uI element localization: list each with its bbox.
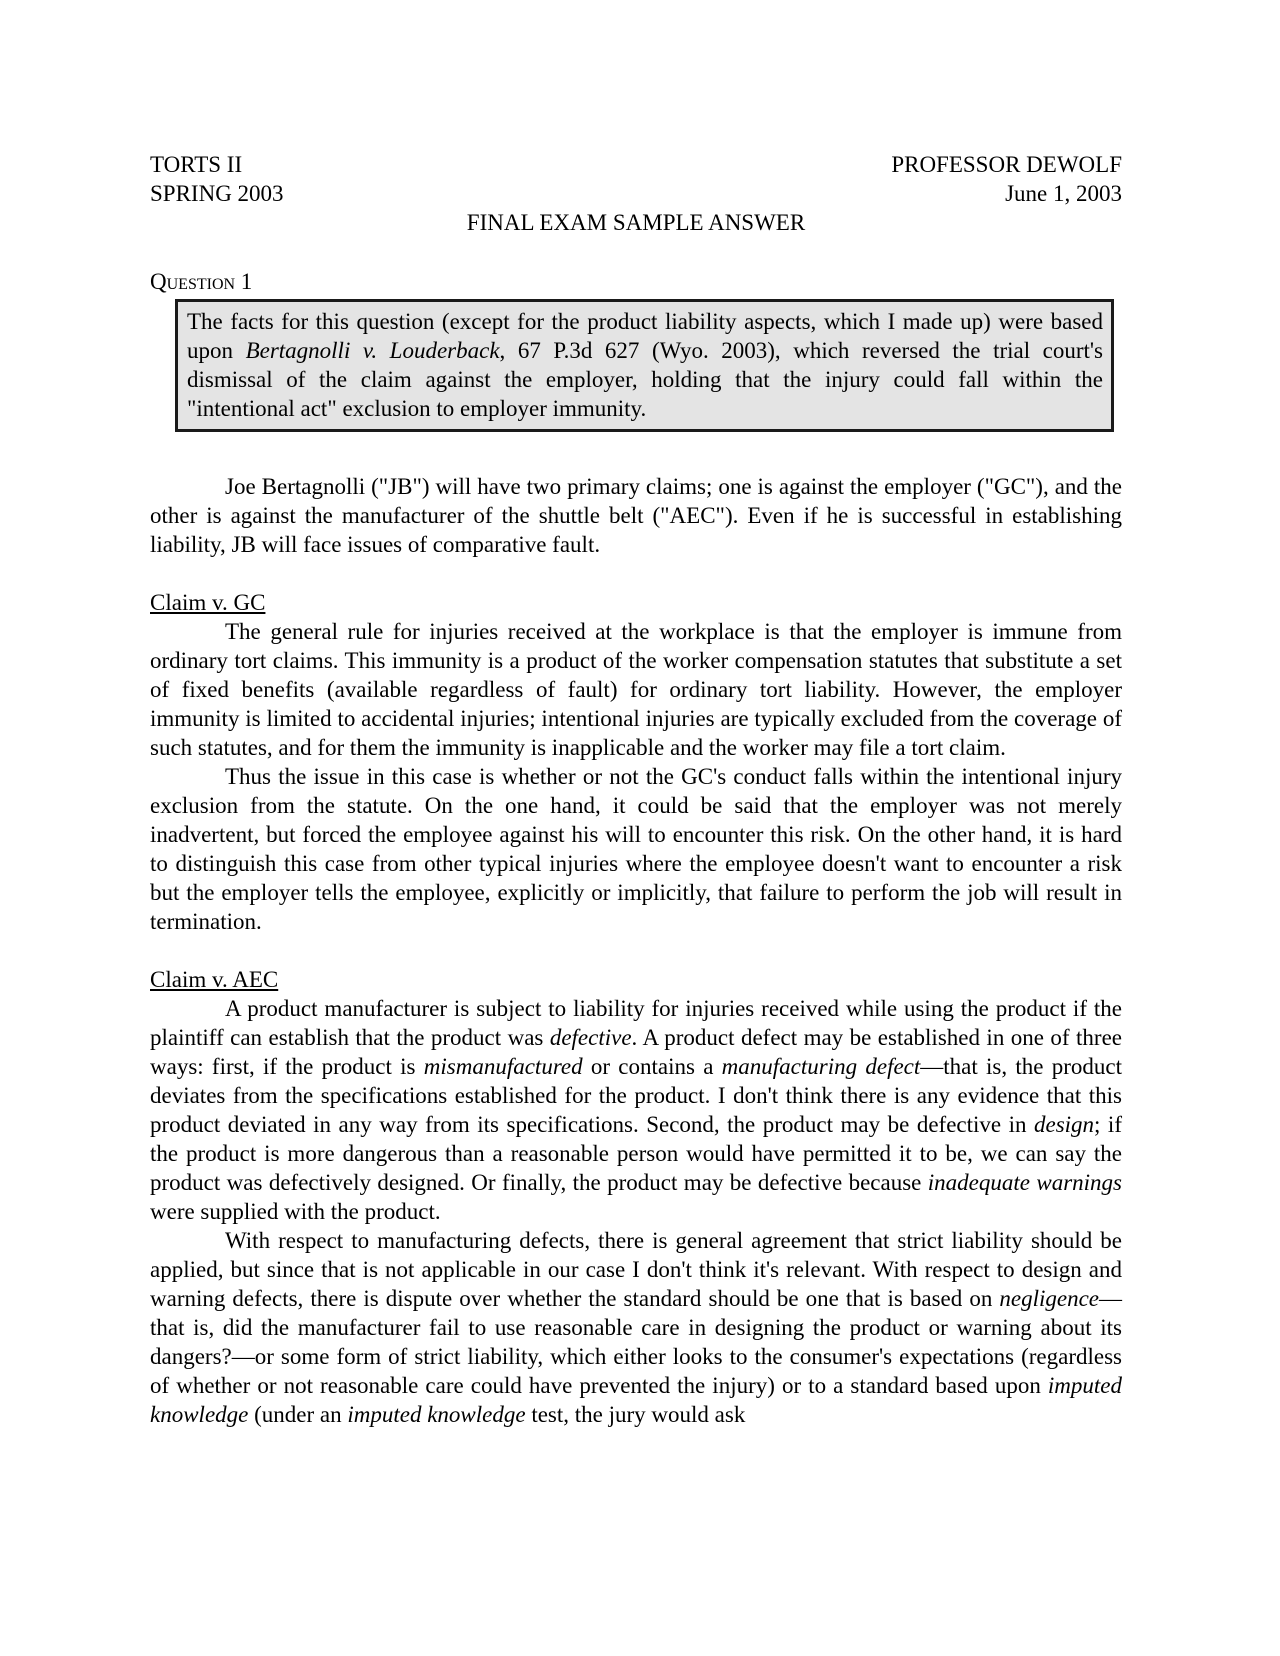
term: SPRING 2003 (150, 181, 284, 206)
emphasis-imputed-knowledge: imputed knowledge (150, 1373, 1122, 1427)
section-heading-gc: Claim v. GC (150, 590, 266, 615)
emphasis-design: design (1033, 1112, 1095, 1137)
box-text-1: The facts for this question (except for the product liability aspects, which I made up) were based upon (187, 309, 1103, 363)
text-run: or contains a (582, 1054, 722, 1079)
aec-paragraph-1 (150, 994, 1122, 1226)
section-heading-aec: Claim v. AEC (150, 967, 279, 992)
text-run: A product manufacturer is subject to liability for injuries received while using the product if the plaintiff can establish that the product was (150, 996, 1122, 1050)
question-label: Question 1 (150, 269, 253, 294)
professor-name: PROFESSOR DEWOLF (891, 152, 1122, 177)
box-text-2: , 67 P.3d 627 (Wyo. 2003), which reversed the trial court's dismissal of the claim against the employer, holding that the injury could fall within the "intentional act" exclusion to employer immunity. (187, 338, 1104, 421)
emphasis-defective: defective (549, 1025, 632, 1050)
header-row-2 (150, 179, 1122, 208)
gc-paragraph-2: Thus the issue in this case is whether or not the GC's conduct falls within the intentional injury exclusion from the statute. On the one hand, it could be said that the employer was not merely inadvertent, but forced the employee against his will to encounter this risk. On the other hand, it is hard to distinguish this case from other typical injuries where the employee doesn't want to encounter a risk but the employer tells the employee, explicitly or implicitly, that failure to perform the job will result in termination. (150, 764, 1122, 934)
course-name: TORTS II (150, 152, 243, 177)
emphasis-negligence: negligence (999, 1286, 1099, 1311)
intro-paragraph: Joe Bertagnolli ("JB") will have two primary claims; one is against the employer ("GC"), and the other is against the manufacturer of the shuttle belt ("AEC"). Even if he is successful in establishing liability, JB will face issues of comparative fault. (150, 474, 1122, 557)
facts-note-box (175, 299, 1114, 432)
header-row-1 (150, 150, 1122, 179)
text-run: (under an (248, 1402, 348, 1427)
exam-date: June 1, 2003 (1005, 181, 1122, 206)
document-title: FINAL EXAM SAMPLE ANSWER (466, 210, 806, 235)
text-run: . A product defect may be established in one of three ways: first, if the product is (150, 1025, 1122, 1079)
emphasis-imputed-knowledge: imputed knowledge (347, 1402, 526, 1427)
text-run: were supplied with the product. (150, 1199, 441, 1224)
case-citation: Bertagnolli v. Louderback (245, 338, 500, 363)
aec-paragraph-2 (150, 1226, 1122, 1429)
gc-paragraph-1: The general rule for injuries received at the workplace is that the employer is immune from ordinary tort claims. This immunity is a product of the worker compensation statutes that substitute a set of fixed benefits (available regardless of fault) for ordinary tort liability. However, the employer immunity is limited to accidental injuries; intentional injuries are typically excluded from the coverage of such statutes, and for them the immunity is inapplicable and the worker may file a tort claim. (150, 619, 1122, 760)
emphasis-inadequate-warnings: inadequate warnings (927, 1170, 1122, 1195)
text-run: test, the jury would ask (525, 1402, 746, 1427)
emphasis-manufacturing-defect: manufacturing defect (721, 1054, 921, 1079)
text-run: ; if the product is more dangerous than a reasonable person would have permitted it to be, we can say the product was defectively designed. Or finally, the product may be defective because (150, 1112, 1122, 1195)
emphasis-mismanufactured: mismanufactured (423, 1054, 583, 1079)
text-run: With respect to manufacturing defects, there is general agreement that strict liability should be applied, but since that is not applicable in our case I don't think it's relevant. With respect to design and warning defects, there is dispute over whether the standard should be one that is based on (150, 1228, 1122, 1311)
text-run: —that is, did the manufacturer fail to use reasonable care in designing the product or warning about its dangers?—or some form of strict liability, which either looks to the consumer's expectations (regardless of whether or not reasonable care could have prevented the injury) or to a standard based upon (150, 1286, 1122, 1398)
exam-page (150, 150, 1122, 1429)
text-run: —that is, the product deviates from the specifications established for the product. I don't think there is any evidence that this product deviated in any way from its specifications. Second, the product may be defective in (150, 1054, 1122, 1137)
